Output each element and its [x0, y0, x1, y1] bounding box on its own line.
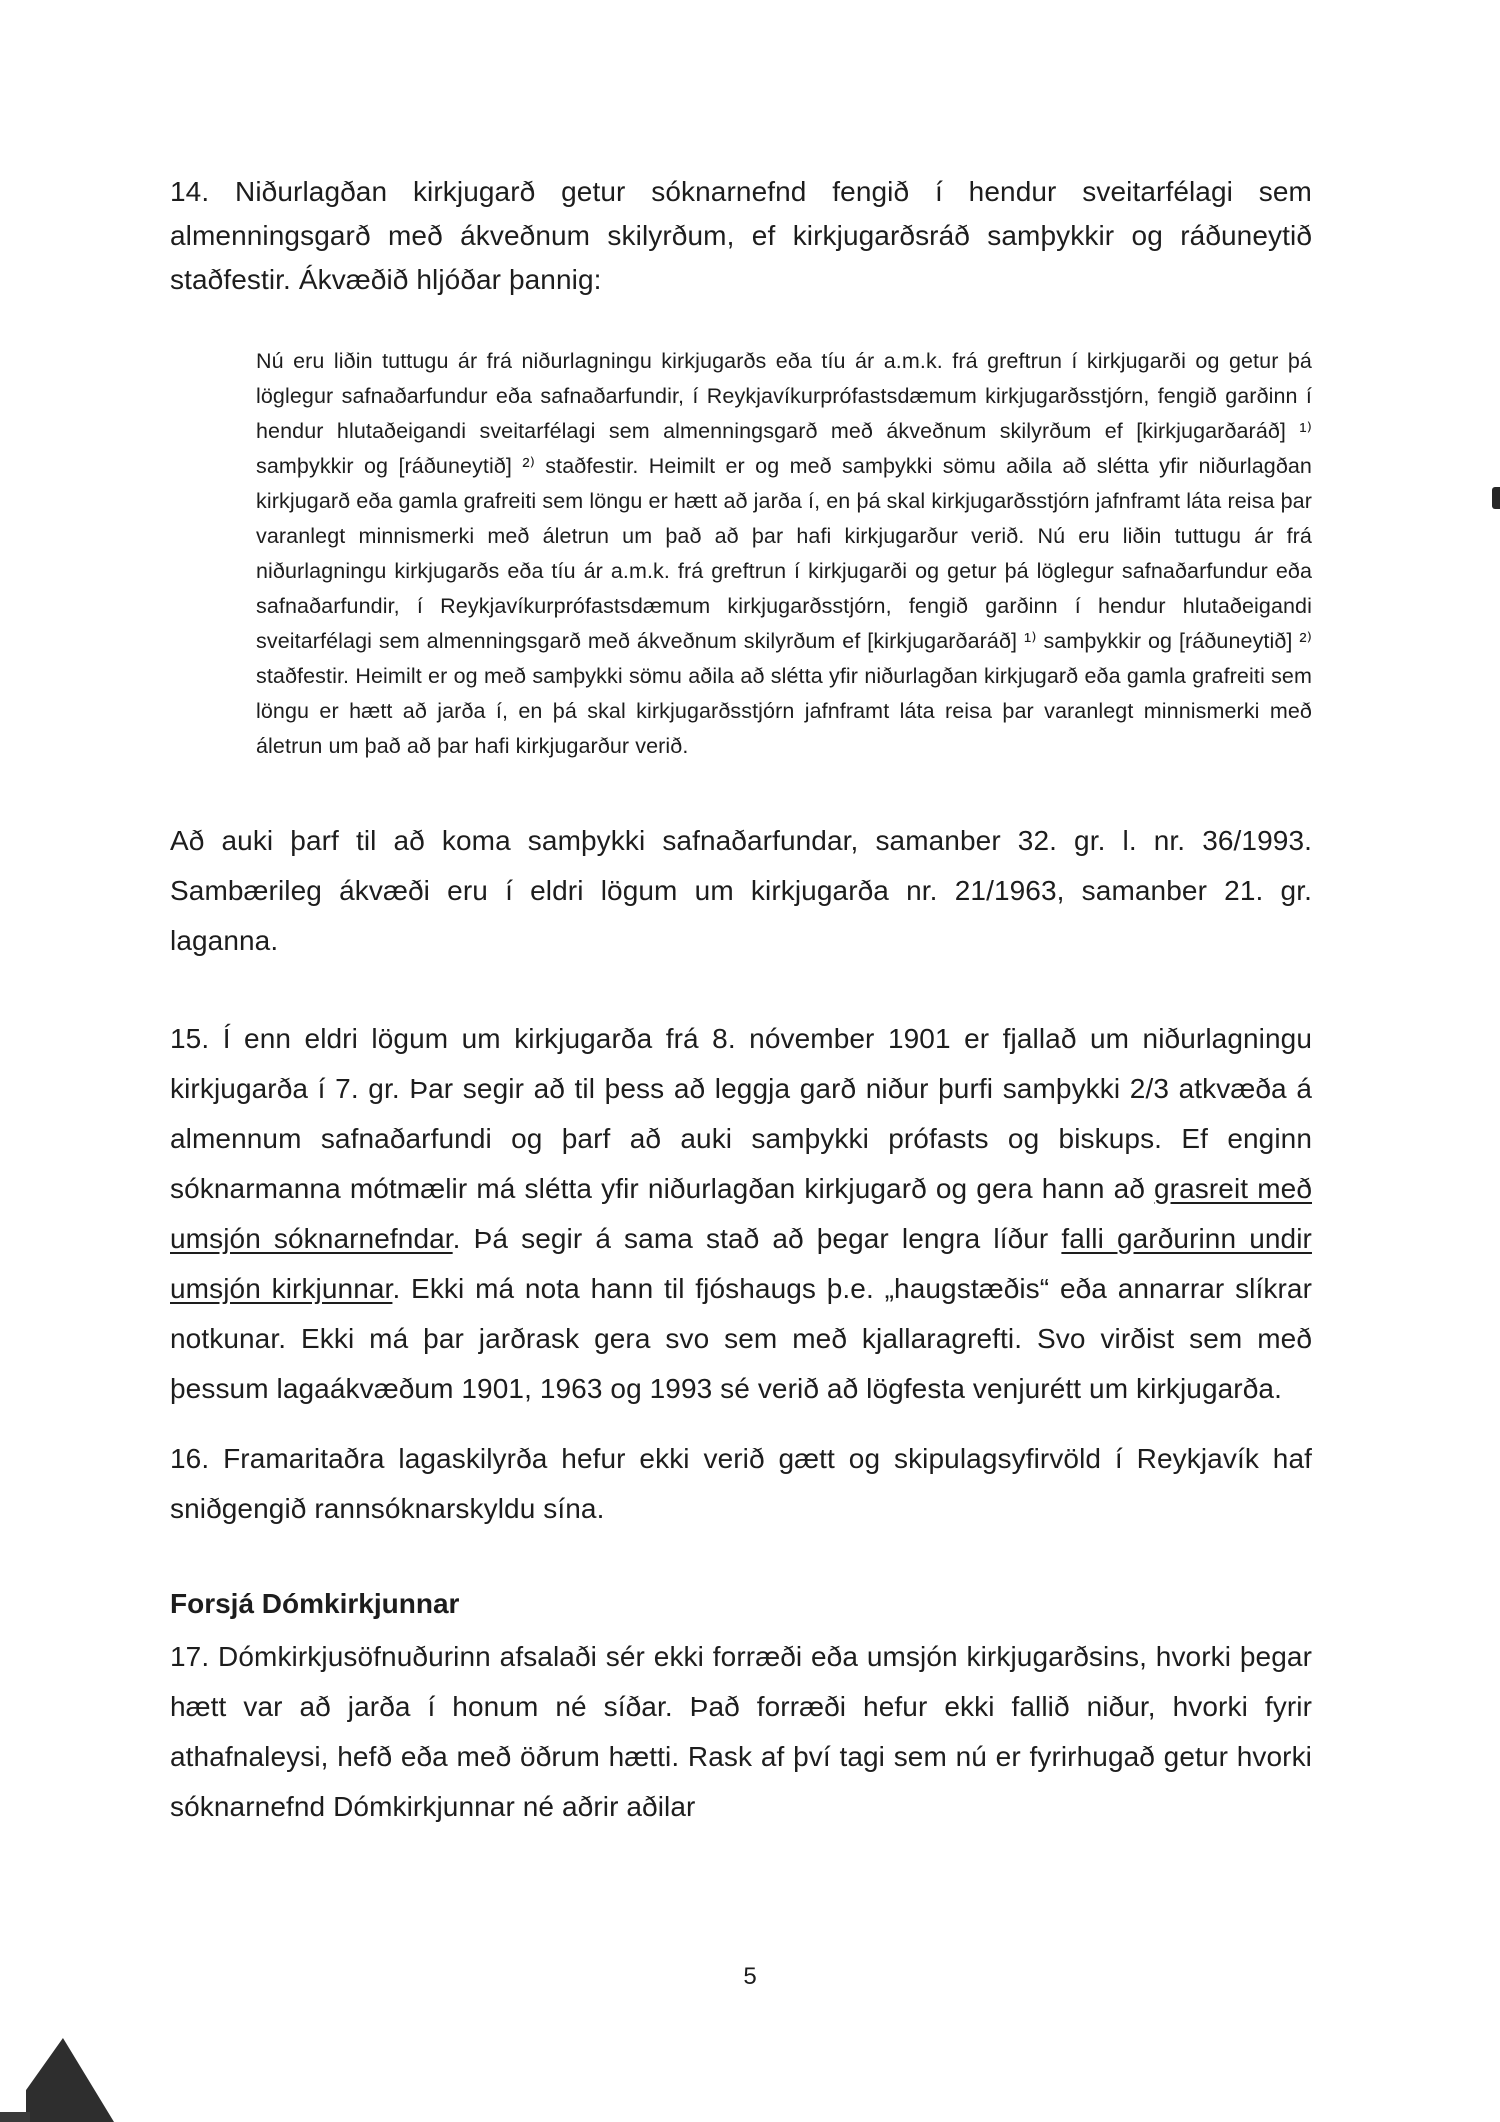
- paragraph-15-text-2: . Þá segir á sama stað að þegar lengra líður: [452, 1223, 1062, 1254]
- paragraph-14-addendum: Að auki þarf til að koma samþykki safnaðarfundar, samanber 32. gr. l. nr. 36/1993. Sambærileg ákvæði eru í eldri lögum um kirkjugarða nr. 21/1963, samanber 21. gr. laganna.: [170, 825, 1312, 956]
- statute-quote: Nú eru liðin tuttugu ár frá niðurlagningu kirkjugarðs eða tíu ár a.m.k. frá greftrun í kirkjugarði og getur þá löglegur safnaðarfundur eða safnaðarfundir, í Reykjavíkurprófastsdæmum kirkjugarðsstjórn, fengið garðinn í hendur hlutaðeigandi sveitarfélagi sem almenningsgarð með ákveðnum skilyrðum ef [kirkjugarðaráð] ¹⁾ samþykkir og [ráðuneytið] ²⁾ staðfestir. Heimilt er og með samþykki sömu aðila að slétta yfir niðurlagðan kirkjugarð eða gamla grafreiti sem löngu er hætt að jarða í, en þá skal kirkjugarðsstjórn jafnframt láta reisa þar varanlegt minnismerki með áletrun um það að þar hafi kirkjugarður verið. Nú eru liðin tuttugu ár frá niðurlagningu kirkjugarðs eða tíu ár a.m.k. frá greftrun í kirkjugarði og getur þá löglegur safnaðarfundur eða safnaðarfundir, í Reykjavíkurprófastsdæmum kirkjugarðsstjórn, fengið garðinn í hendur hlutaðeigandi sveitarfélagi sem almenningsgarð með ákveðnum skilyrðum ef [kirkjugarðaráð] ¹⁾ samþykkir og [ráðuneytið] ²⁾ staðfestir. Heimilt er og með samþykki sömu aðila að slétta yfir niðurlagðan kirkjugarð eða gamla grafreiti sem löngu er hætt að jarða í, en þá skal kirkjugarðsstjórn jafnframt láta reisa þar varanlegt minnismerki með áletrun um það að þar hafi kirkjugarður verið.: [256, 349, 1312, 758]
- content-area: [170, 170, 1312, 1832]
- paragraph-15-text-1: 15. Í enn eldri lögum um kirkjugarða frá 8. nóvember 1901 er fjallað um niðurlagningu kirkjugarða í 7. gr. Þar segir að til þess að leggja garð niður þurfi samþykki 2/3 atkvæða á almennum safnaðarfundi og þarf að auki samþykki prófasts og biskups. Ef enginn sóknarmanna mótmælir má slétta yfir niðurlagðan kirkjugarð og gera hann að: [170, 1023, 1312, 1204]
- paragraph-17: 17. Dómkirkjusöfnuðurinn afsalaði sér ekki forræði eða umsjón kirkjugarðsins, hvorki þegar hætt var að jarða í honum né síðar. Það forræði hefur ekki fallið niður, hvorki fyrir athafnaleysi, hefð eða með öðrum hætti. Rask af því tagi sem nú er fyrirhugað getur hvorki sóknarnefnd Dómkirkjunnar né aðrir aðilar: [170, 1641, 1312, 1822]
- paragraph-15: [170, 1014, 1312, 1414]
- scan-artifact-corner-fold: [26, 2038, 114, 2122]
- scan-artifact-edge-mark: [1492, 487, 1500, 509]
- underlined-phrase-falli-gardurinn: falli garðurinn undir umsjón kirkjunnar: [170, 1223, 1312, 1304]
- heading-forsja-domkirkjunnar: Forsjá Dómkirkjunnar: [170, 1588, 460, 1619]
- underlined-phrase-grasreit: grasreit með umsjón sóknarnefndar: [170, 1173, 1312, 1254]
- paragraph-14: 14. Niðurlagðan kirkjugarð getur sóknarnefnd fengið í hendur sveitarfélagi sem almenningsgarð með ákveðnum skilyrðum, ef kirkjugarðsráð samþykkir og ráðuneytið staðfestir. Ákvæðið hljóðar þannig:: [170, 176, 1312, 295]
- scan-artifact-corner-shadow: [0, 2112, 30, 2122]
- page-number: 5: [743, 1963, 757, 1990]
- paragraph-16: 16. Framaritaðra lagaskilyrða hefur ekki verið gætt og skipulagsyfirvöld í Reykjavík haf sniðgengið rannsóknarskyldu sína.: [170, 1443, 1312, 1524]
- paragraph-15-text-3: . Ekki má nota hann til fjóshaugs þ.e. „haugstæðis“ eða annarrar slíkrar notkunar. Ekki má þar jarðrask gera svo sem með kjallaragrefti. Svo virðist sem með þessum lagaákvæðum 1901, 1963 og 1993 sé verið að lögfesta venjurétt um kirkjugarða.: [170, 1273, 1312, 1404]
